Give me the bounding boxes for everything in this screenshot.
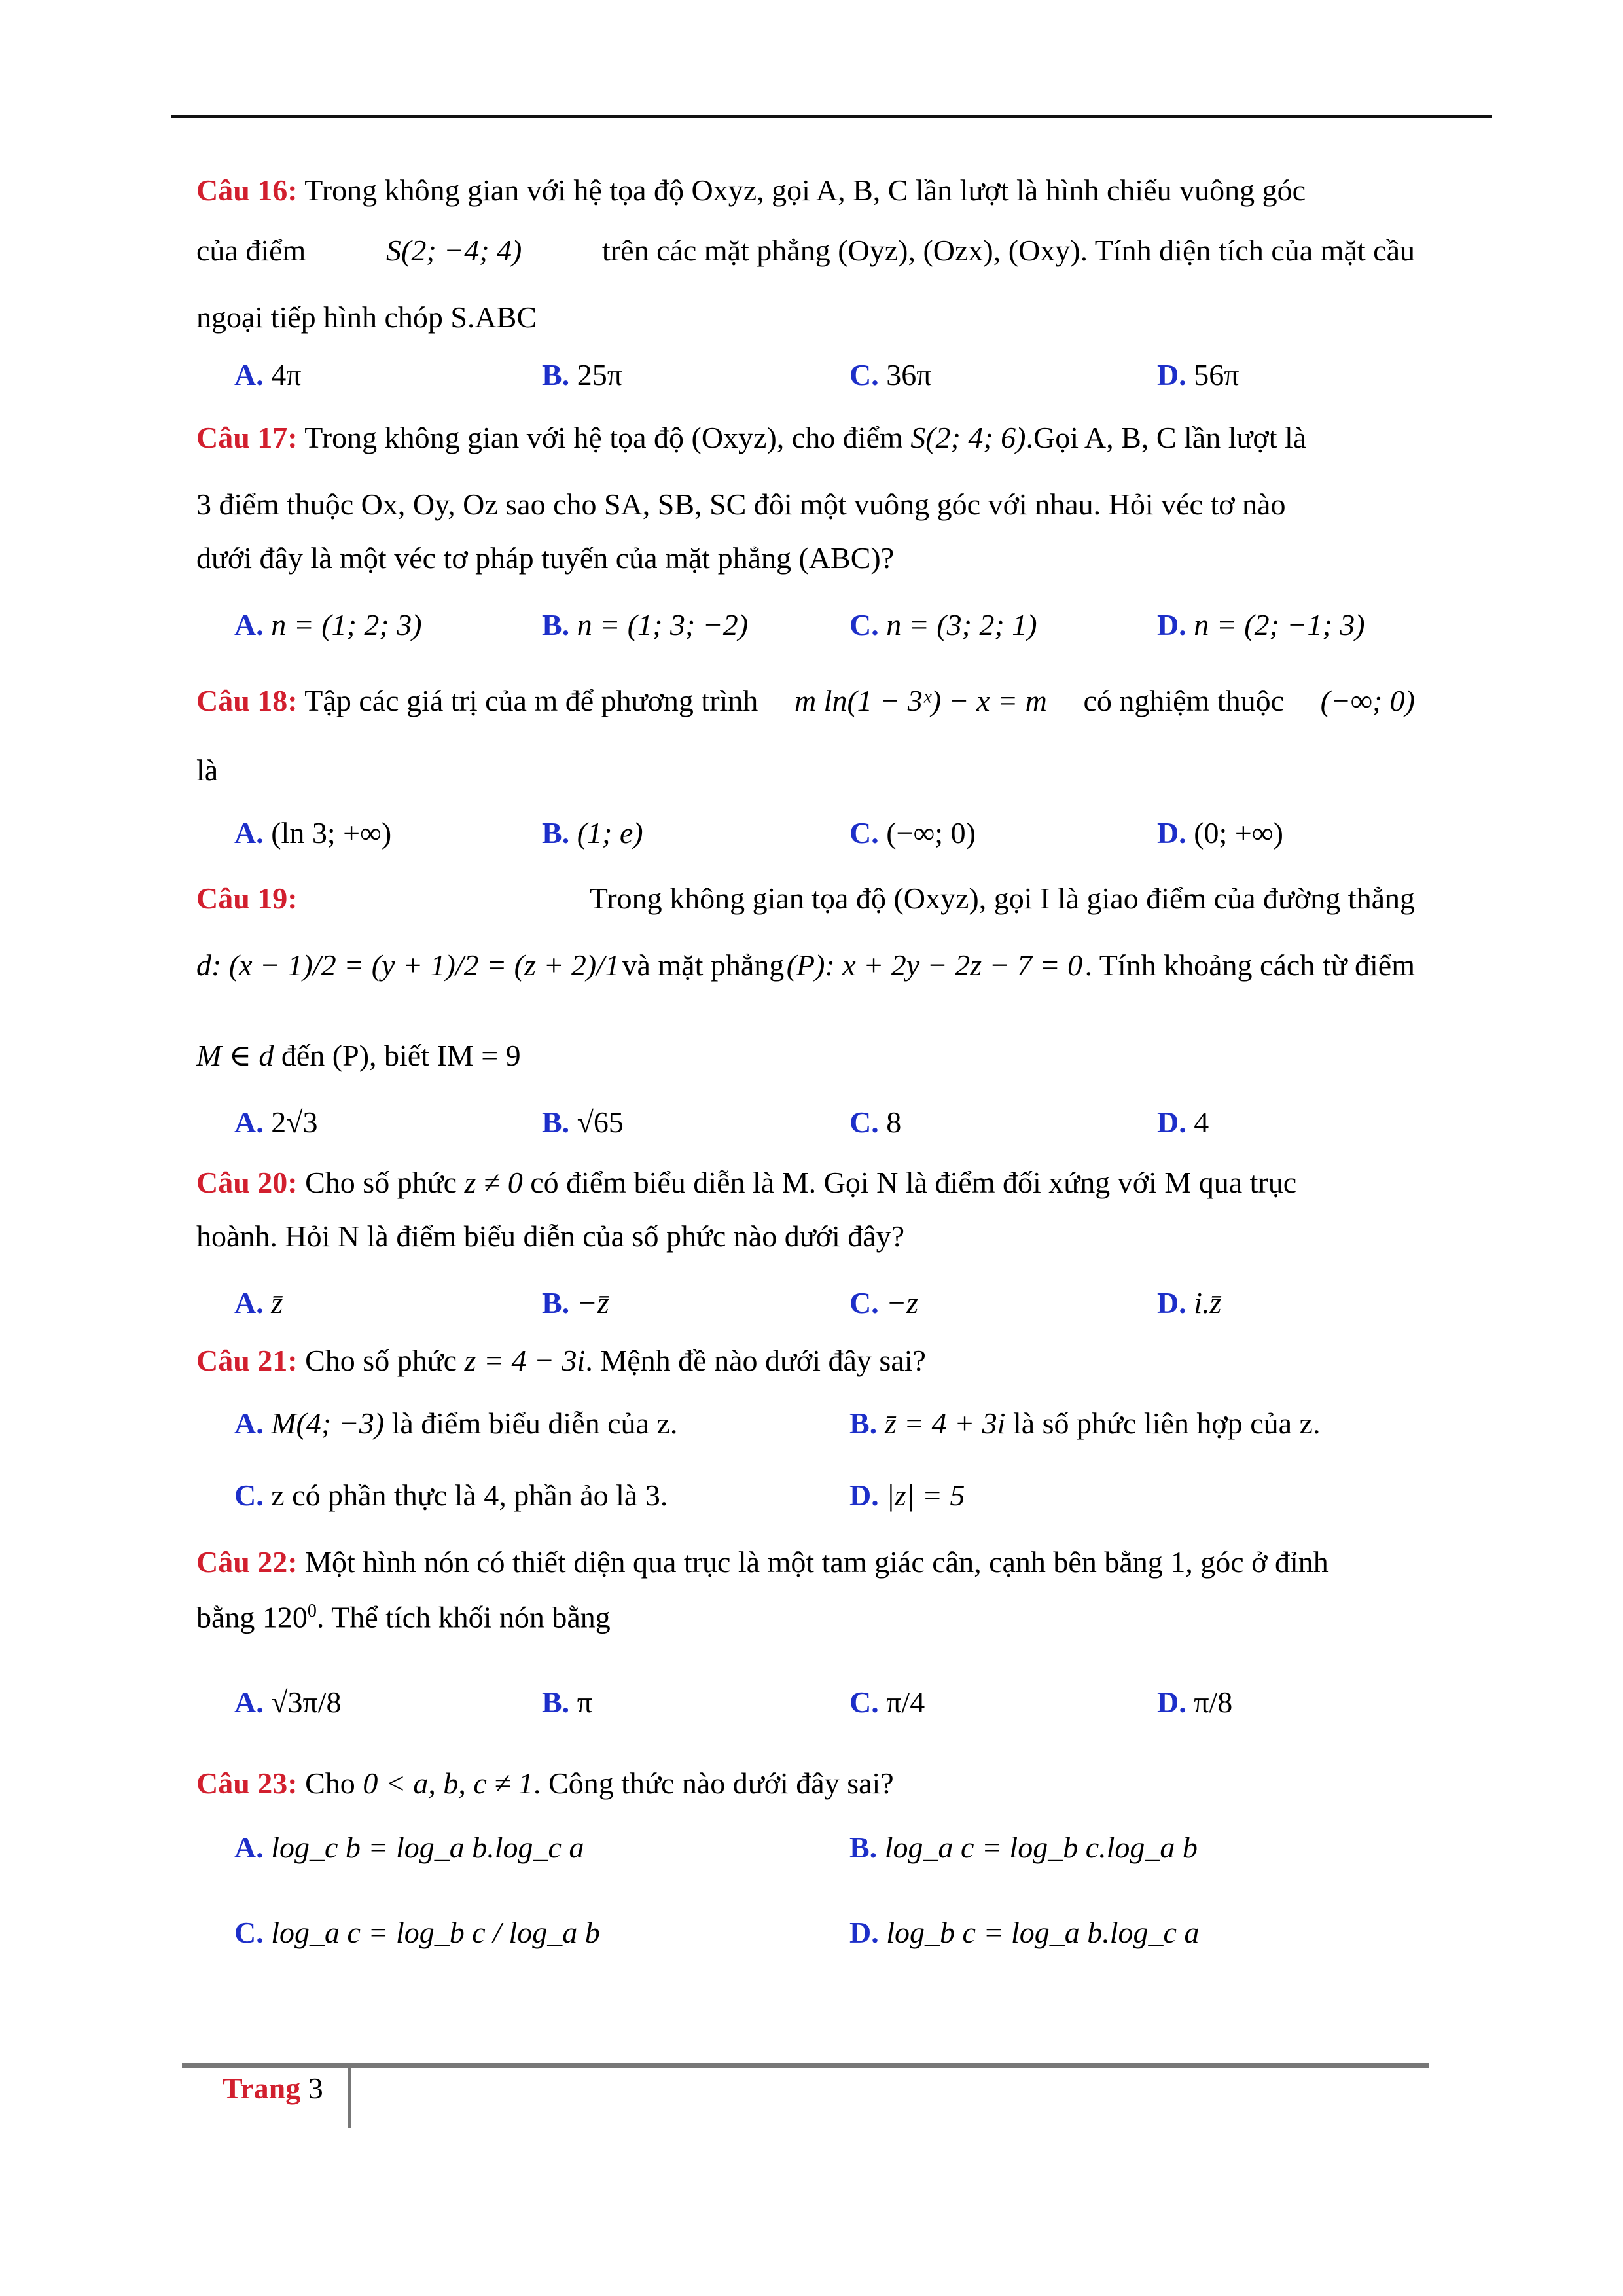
q17-line3: dưới đây là một véc tơ pháp tuyến của mặt phẳng (ABC)? xyxy=(196,541,895,575)
footer-rule xyxy=(182,2063,1429,2068)
q19-line2: d: (x − 1)/2 = (y + 1)/2 = (z + 2)/1 và mặt phẳng (P): x + 2y − 2z − 7 = 0 . Tính khoảng cách từ điểm xyxy=(196,948,1415,982)
q22-option-a: A. √3π/8 xyxy=(234,1685,342,1719)
q20-option-a: A. z̄ xyxy=(234,1286,283,1319)
q21-option-a: A. M(4; −3) là điểm biểu diễn của z. xyxy=(234,1407,678,1440)
q18-line2: là xyxy=(196,753,219,787)
q22-option-b: B. π xyxy=(542,1685,592,1719)
q18-option-c: C. (−∞; 0) xyxy=(849,816,976,850)
q17-option-d: D. n = (2; −1; 3) xyxy=(1157,608,1365,641)
q22-line2: bằng $120^0$. Thể tích khối nón bằng xyxy=(196,1600,611,1634)
q22-line1: Câu 22: Một hình nón có thiết diện qua trục là một tam giác cân, cạnh bên bằng 1, góc ở đỉnh xyxy=(196,1545,1329,1579)
q23-number: Câu 23: xyxy=(196,1767,298,1800)
q23-option-b: B. log_a c = log_b c.log_a b xyxy=(849,1831,1198,1864)
q16-number: Câu 16: xyxy=(196,173,298,207)
q21-number: Câu 21: xyxy=(196,1344,298,1377)
q19-number: Câu 19: xyxy=(196,882,298,915)
q17-line1: Câu 17: Trong không gian với hệ tọa độ (Oxyz), cho điểm S(2; 4; 6).Gọi A, B, C lần lượt là xyxy=(196,421,1307,454)
q18-equation: m ln(1 − 3ˣ) − x = m xyxy=(794,684,1047,717)
q20-option-d: D. i.z̄ xyxy=(1157,1286,1222,1319)
q22-option-c: C. π/4 xyxy=(849,1685,925,1719)
q16-line3: ngoại tiếp hình chóp S.ABC xyxy=(196,300,537,334)
q20-option-c: C. −z xyxy=(849,1286,919,1319)
q17-option-b: B. n = (1; 3; −2) xyxy=(542,608,749,641)
page-footer xyxy=(223,2073,323,2104)
q16-option-a: A. 4π xyxy=(234,358,302,391)
q21-option-c: C. z có phần thực là 4, phần ảo là 3. xyxy=(234,1479,668,1512)
q16-text-3: trên các mặt phẳng (Oyz), (Ozx), (Oxy). Tính diện tích của mặt cầu xyxy=(602,234,1415,267)
q19-line1: Câu 19: Trong không gian tọa độ (Oxyz), gọi I là giao điểm của đường thẳng xyxy=(196,882,1415,915)
q20-line2: hoành. Hỏi N là điểm biểu diễn của số phức nào dưới đây? xyxy=(196,1219,905,1253)
q23-option-a: A. log_c b = log_a b.log_c a xyxy=(234,1831,584,1864)
q19-line3: M ∈ d đến (P), biết IM = 9 xyxy=(196,1039,521,1072)
q20-number: Câu 20: xyxy=(196,1166,298,1199)
q17-line2: 3 điểm thuộc Ox, Oy, Oz sao cho SA, SB, SC đôi một vuông góc với nhau. Hỏi véc tơ nào xyxy=(196,488,1286,521)
q19-option-a: A. 2√3 xyxy=(234,1105,318,1139)
q17-number: Câu 17: xyxy=(196,421,298,454)
q16-text-1: Trong không gian với hệ tọa độ Oxyz, gọi A, B, C lần lượt là hình chiếu vuông góc xyxy=(304,173,1306,207)
q16-option-c: C. 36π xyxy=(849,358,932,391)
q23-line1: Câu 23: Cho 0 < a, b, c ≠ 1. Công thức nào dưới đây sai? xyxy=(196,1767,894,1800)
q16-point: S(2; −4; 4) xyxy=(386,234,522,267)
q21-option-b: B. z̄ = 4 + 3i là số phức liên hợp của z. xyxy=(849,1407,1321,1440)
q18-option-a: A. (ln 3; +∞) xyxy=(234,816,392,850)
page-number: 3 xyxy=(308,2072,323,2105)
q22-option-d: D. π/8 xyxy=(1157,1685,1233,1719)
q19-option-c: C. 8 xyxy=(849,1105,902,1139)
q17-option-c: C. n = (3; 2; 1) xyxy=(849,608,1037,641)
q17-option-a: A. n = (1; 2; 3) xyxy=(234,608,422,641)
q16-text-2: của điểm xyxy=(196,234,306,267)
q16-option-d: D. 56π xyxy=(1157,358,1240,391)
q16-line2 xyxy=(196,236,1415,266)
q19-option-d: D. 4 xyxy=(1157,1105,1209,1139)
q22-number: Câu 22: xyxy=(196,1545,298,1579)
q20-line1: Câu 20: Cho số phức z ≠ 0 có điểm biểu diễn là M. Gọi N là điểm đối xứng với M qua trục xyxy=(196,1166,1297,1199)
header-rule xyxy=(171,115,1492,118)
page-label: Trang xyxy=(223,2072,301,2105)
q18-option-b: B. (1; e) xyxy=(542,816,643,850)
q18-number: Câu 18: xyxy=(196,684,298,717)
q16-option-b: B. 25π xyxy=(542,358,622,391)
q19-plane: (P): x + 2y − 2z − 7 = 0 xyxy=(786,948,1083,982)
footer-divider xyxy=(348,2065,351,2128)
q21-line1: Câu 21: Cho số phức z = 4 − 3i. Mệnh đề nào dưới đây sai? xyxy=(196,1344,926,1377)
q18-line1: Câu 18: Tập các giá trị của m để phương trình m ln(1 − 3ˣ) − x = m có nghiệm thuộc (−∞; 0) xyxy=(196,684,1415,717)
q17-point: S(2; 4; 6) xyxy=(910,421,1026,454)
q16-line1 xyxy=(196,175,1415,206)
q19-line-d: d: (x − 1)/2 = (y + 1)/2 = (z + 2)/1 xyxy=(196,948,620,982)
q18-option-d: D. (0; +∞) xyxy=(1157,816,1283,850)
q21-option-d: D. |z| = 5 xyxy=(849,1479,965,1512)
q20-option-b: B. −z̄ xyxy=(542,1286,609,1319)
q23-option-d: D. log_b c = log_a b.log_c a xyxy=(849,1916,1200,1949)
q18-interval: (−∞; 0) xyxy=(1320,684,1415,717)
q23-option-c: C. log_a c = log_b c / log_a b xyxy=(234,1916,600,1949)
q19-option-b: B. √65 xyxy=(542,1105,624,1139)
